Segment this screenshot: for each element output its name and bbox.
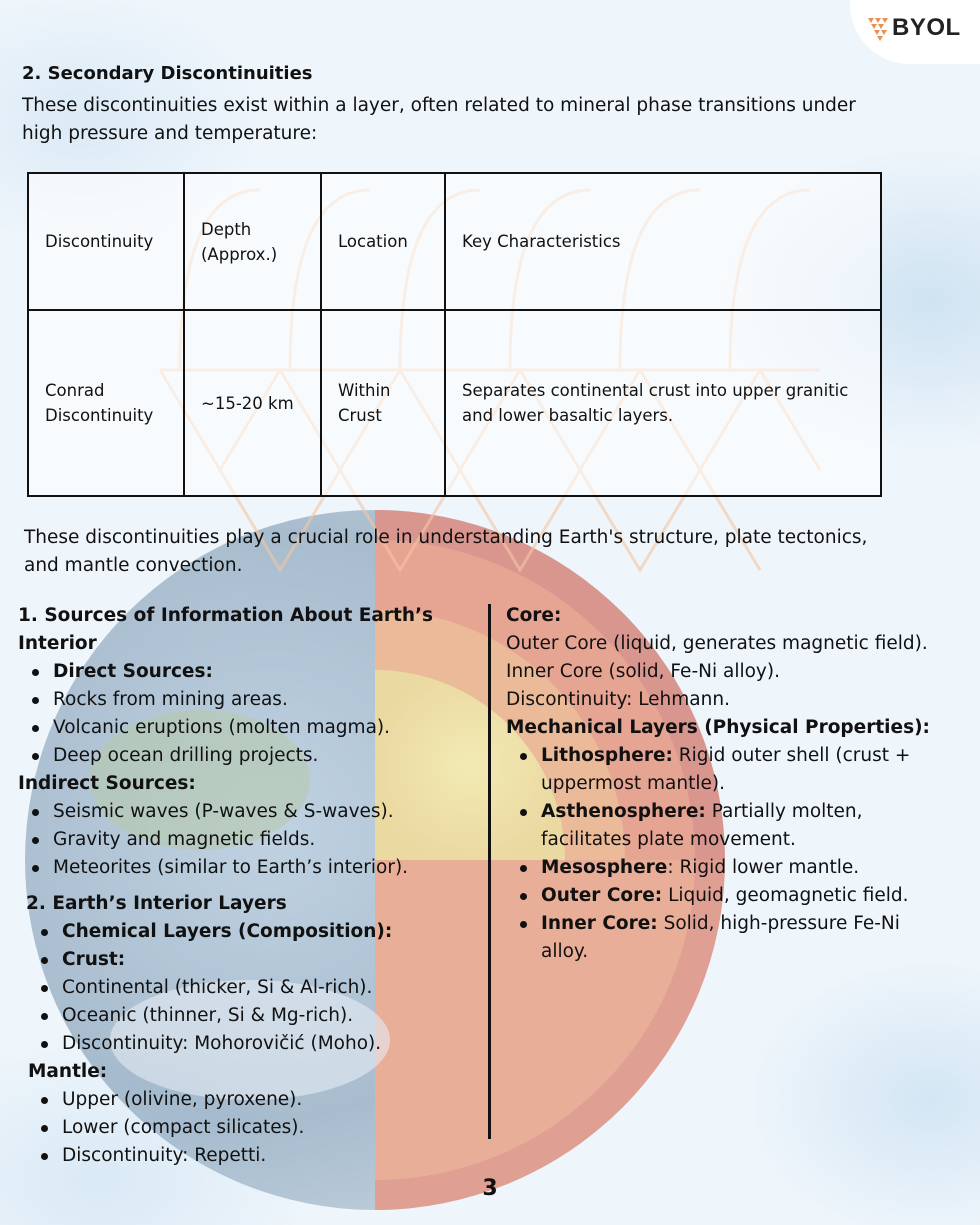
list-item: Upper (olivine, pyroxene). (26, 1086, 478, 1114)
term-mesosphere: Mesosphere (541, 857, 668, 878)
table-cell: Within Crust (321, 310, 445, 496)
table-cell: Separates continental crust into upper granitic and lower basaltic layers. (445, 310, 881, 496)
indirect-sources-heading: Indirect Sources: (18, 773, 196, 794)
chemical-layers-heading: Chemical Layers (Composition): (62, 921, 393, 942)
list-item: Seismic waves (P-waves & S-waves). (18, 798, 478, 826)
term-asthenosphere: Asthenosphere: (541, 801, 706, 822)
column-divider (488, 604, 491, 1139)
table-header-cell: Discontinuity (28, 173, 184, 310)
desc-lithosphere: Rigid outer shell (crust + uppermost mantle). (541, 745, 911, 794)
term-lithosphere: Lithosphere: (541, 745, 673, 766)
table-cell: ~15-20 km (184, 310, 321, 496)
page-number: 3 (482, 1176, 498, 1201)
table-header-cell: Key Characteristics (445, 173, 881, 310)
interior-layers-heading: 2. Earth’s Interior Layers (26, 893, 287, 914)
core-line: Outer Core (liquid, generates magnetic field). (506, 633, 928, 654)
list-item: Oceanic (thinner, Si & Mg-rich). (26, 1002, 478, 1030)
list-item: Gravity and magnetic fields. (18, 826, 478, 854)
term-outer-core: Outer Core: (541, 885, 663, 906)
list-item: Volcanic eruptions (molten magma). (18, 714, 478, 742)
table-header-row (28, 173, 881, 310)
list-item (506, 910, 941, 966)
desc-inner-core: Solid, high-pressure Fe-Ni alloy. (541, 913, 900, 962)
table-cell: Conrad Discontinuity (28, 310, 184, 496)
section-heading: 2. Secondary Discontinuities (22, 63, 313, 84)
list-item: Rocks from mining areas. (18, 686, 478, 714)
list-item (506, 854, 976, 882)
summary-paragraph: These discontinuities play a crucial role in understanding Earth's structure, plate tectonics, and mantle convection. (24, 527, 868, 576)
core-line: Inner Core (solid, Fe-Ni alloy). (506, 661, 780, 682)
direct-sources-heading: Direct Sources: (53, 661, 213, 682)
core-heading: Core: (506, 605, 562, 626)
mantle-heading: Mantle: (28, 1061, 108, 1082)
list-item: Discontinuity: Mohorovičić (Moho). (26, 1030, 478, 1058)
left-column (18, 602, 478, 1170)
desc-mesosphere: : Rigid lower mantle. (667, 857, 860, 878)
list-item (506, 882, 976, 910)
core-line: Discontinuity: Lehmann. (506, 689, 730, 710)
sources-heading: 1. Sources of Information About Earth’s Interior (18, 605, 434, 654)
list-item: Meteorites (similar to Earth’s interior). (18, 854, 478, 882)
list-item (506, 798, 921, 854)
desc-asthenosphere: Partially molten, facilitates plate movement. (541, 801, 863, 850)
list-item: Deep ocean drilling projects. (18, 742, 478, 770)
table-header-cell: Location (321, 173, 445, 310)
list-item (506, 742, 921, 798)
right-column (506, 602, 976, 966)
section-intro: These discontinuities exist within a layer, often related to mineral phase transitions under high pressure and temperature: (22, 95, 856, 144)
term-inner-core: Inner Core: (541, 913, 658, 934)
brand-name: BYOL (892, 14, 961, 41)
list-item: Lower (compact silicates). (26, 1114, 478, 1142)
list-item: Continental (thicker, Si & Al-rich). (26, 974, 478, 1002)
table-row (28, 310, 881, 496)
crust-heading: Crust: (62, 949, 126, 970)
mechanical-layers-heading: Mechanical Layers (Physical Properties): (506, 717, 930, 738)
discontinuity-table (27, 172, 882, 497)
table-header-cell: Depth (Approx.) (184, 173, 321, 310)
list-item: Discontinuity: Repetti. (26, 1142, 478, 1170)
desc-outer-core: Liquid, geomagnetic field. (662, 885, 909, 906)
interior-layers-section (18, 890, 478, 1058)
